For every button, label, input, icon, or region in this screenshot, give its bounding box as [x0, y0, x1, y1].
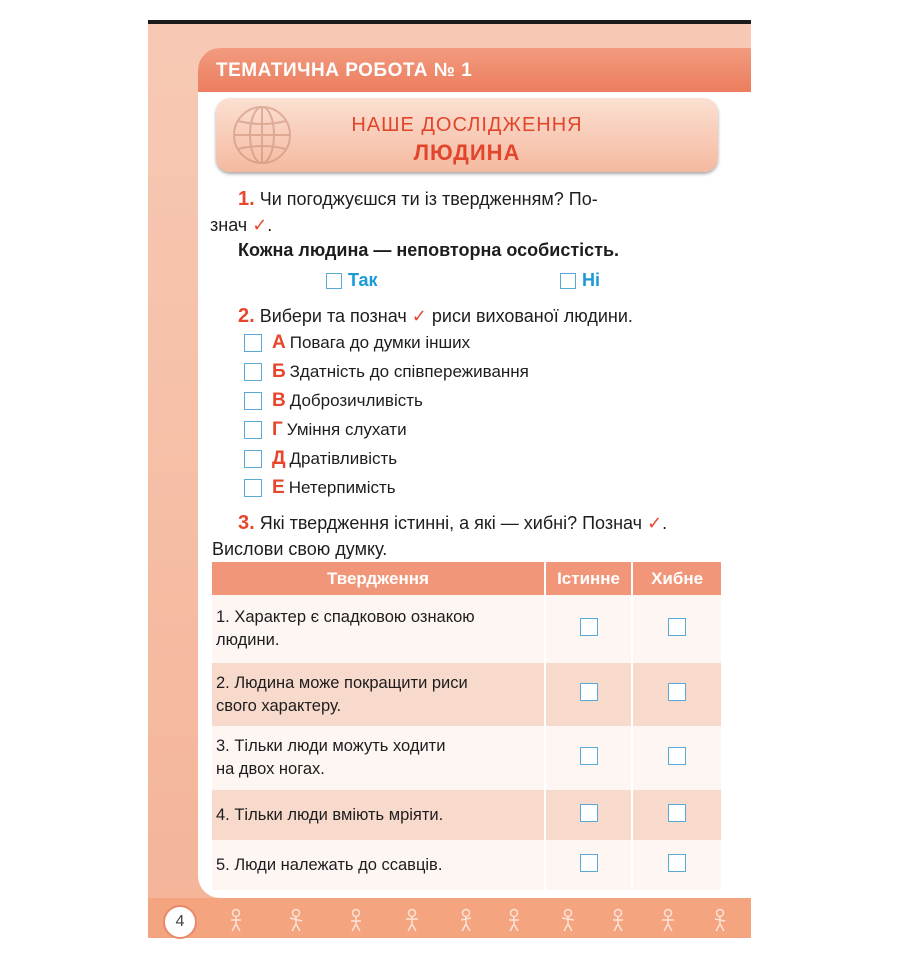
true-checkbox[interactable] — [580, 618, 598, 636]
checkmark-icon: ✓ — [252, 215, 268, 235]
option-a-label: Повага до думки інших — [289, 333, 471, 352]
false-cell — [632, 663, 721, 726]
no-option[interactable] — [560, 270, 600, 291]
option-a-checkbox[interactable] — [244, 334, 262, 352]
true-cell — [545, 840, 632, 890]
child-figure-icon — [404, 908, 420, 932]
true-cell — [545, 663, 632, 726]
child-figure-icon — [228, 908, 244, 932]
true-cell — [545, 595, 632, 663]
child-figure-icon — [560, 908, 576, 932]
option-d[interactable] — [244, 448, 397, 470]
question-1 — [210, 186, 728, 238]
question-3-text-line1: Які твердження істинні, а які — хибні? Познач — [259, 513, 643, 533]
option-g-letter: Г — [272, 419, 283, 440]
question-1-text-line1: Чи погоджуєшся ти із твердженням? По- — [259, 189, 598, 209]
worksheet-card — [198, 48, 751, 898]
true-checkbox[interactable] — [580, 804, 598, 822]
false-checkbox[interactable] — [668, 747, 686, 765]
table-header-row — [212, 562, 721, 595]
statement-cell — [212, 840, 545, 890]
table-row — [212, 790, 721, 840]
false-checkbox[interactable] — [668, 854, 686, 872]
question-3 — [212, 510, 732, 562]
true-checkbox[interactable] — [580, 854, 598, 872]
option-d-label: Дратівливість — [289, 449, 398, 468]
title-subtitle: НАШЕ ДОСЛІДЖЕННЯ — [351, 114, 583, 136]
option-a-letter: А — [272, 332, 286, 353]
false-checkbox[interactable] — [668, 683, 686, 701]
option-b-checkbox[interactable] — [244, 363, 262, 381]
no-label: Ні — [582, 270, 600, 290]
option-g-checkbox[interactable] — [244, 421, 262, 439]
statement-text: на двох ногах. — [216, 760, 325, 778]
statement-cell — [212, 790, 545, 840]
title-main: ЛЮДИНА — [413, 140, 521, 165]
table-row — [212, 726, 721, 790]
statement-text: 4. Тільки люди вміють мріяти. — [216, 805, 444, 824]
question-1-text-line2: знач — [210, 215, 248, 235]
child-figure-icon — [712, 908, 728, 932]
option-b[interactable] — [244, 361, 529, 383]
statement-text: 5. Люди належать до ссавців. — [216, 855, 443, 874]
table-row — [212, 840, 721, 890]
option-d-checkbox[interactable] — [244, 450, 262, 468]
header-true: Істинне — [545, 562, 632, 595]
statement-text: 2. Людина може покращити риси — [216, 673, 468, 692]
true-checkbox[interactable] — [580, 683, 598, 701]
child-figure-icon — [348, 908, 364, 932]
question-1-period: . — [267, 215, 273, 235]
header-statement: Твердження — [212, 562, 545, 595]
option-v-label: Доброзичливість — [289, 391, 423, 410]
false-cell — [632, 790, 721, 840]
table-row — [212, 663, 721, 726]
yes-checkbox[interactable] — [326, 273, 342, 289]
child-figure-icon — [288, 908, 304, 932]
child-figure-icon — [660, 908, 676, 932]
option-e[interactable] — [244, 477, 396, 499]
page-number: 4 — [163, 905, 197, 939]
option-g-label: Уміння слухати — [286, 420, 407, 439]
true-cell — [545, 726, 632, 790]
yes-option[interactable] — [326, 270, 378, 291]
checkmark-icon: ✓ — [647, 513, 663, 533]
page-top-edge — [148, 20, 751, 24]
table-row — [212, 595, 721, 663]
false-cell — [632, 726, 721, 790]
header-bar — [198, 48, 751, 92]
option-g[interactable] — [244, 419, 407, 441]
statement-text: свого характеру. — [216, 696, 342, 715]
statement-cell — [212, 595, 545, 663]
header-title: ТЕМАТИЧНА РОБОТА № 1 — [216, 60, 473, 81]
question-2-number: 2. — [238, 305, 255, 327]
question-2 — [238, 303, 633, 329]
option-e-label: Нетерпимість — [288, 478, 396, 497]
option-e-letter: Е — [272, 477, 285, 498]
option-a[interactable] — [244, 332, 470, 354]
checkmark-icon: ✓ — [411, 306, 427, 326]
statement-text: людини. — [216, 631, 280, 649]
question-2-text-before: Вибери та познач — [259, 306, 407, 326]
option-b-letter: Б — [272, 361, 286, 382]
child-figure-icon — [506, 908, 522, 932]
child-figure-icon — [610, 908, 626, 932]
option-d-letter: Д — [272, 448, 286, 469]
title-box — [216, 98, 718, 172]
option-e-checkbox[interactable] — [244, 479, 262, 497]
question-3-text-line2: Вислови свою думку. — [212, 539, 388, 559]
statement-text: 3. Тільки люди можуть ходити — [216, 737, 446, 755]
option-v[interactable] — [244, 390, 423, 412]
false-cell — [632, 595, 721, 663]
question-2-text-after: риси вихованої людини. — [431, 306, 633, 326]
option-v-letter: В — [272, 390, 286, 411]
question-3-period: . — [662, 513, 668, 533]
yes-label: Так — [348, 270, 378, 290]
false-checkbox[interactable] — [668, 804, 686, 822]
no-checkbox[interactable] — [560, 273, 576, 289]
question-3-number: 3. — [238, 512, 255, 534]
true-checkbox[interactable] — [580, 747, 598, 765]
false-checkbox[interactable] — [668, 618, 686, 636]
question-1-number: 1. — [238, 188, 255, 210]
statement-cell — [212, 726, 545, 790]
statement-cell — [212, 663, 545, 726]
option-b-label: Здатність до співпереживання — [289, 362, 529, 381]
question-1-statement: Кожна людина — неповторна особистість. — [238, 240, 620, 260]
child-figure-icon — [458, 908, 474, 932]
statements-table — [212, 562, 721, 890]
true-cell — [545, 790, 632, 840]
statement-text: 1. Характер є спадковою ознакою — [216, 608, 475, 626]
header-false: Хибне — [632, 562, 721, 595]
option-v-checkbox[interactable] — [244, 392, 262, 410]
false-cell — [632, 840, 721, 890]
